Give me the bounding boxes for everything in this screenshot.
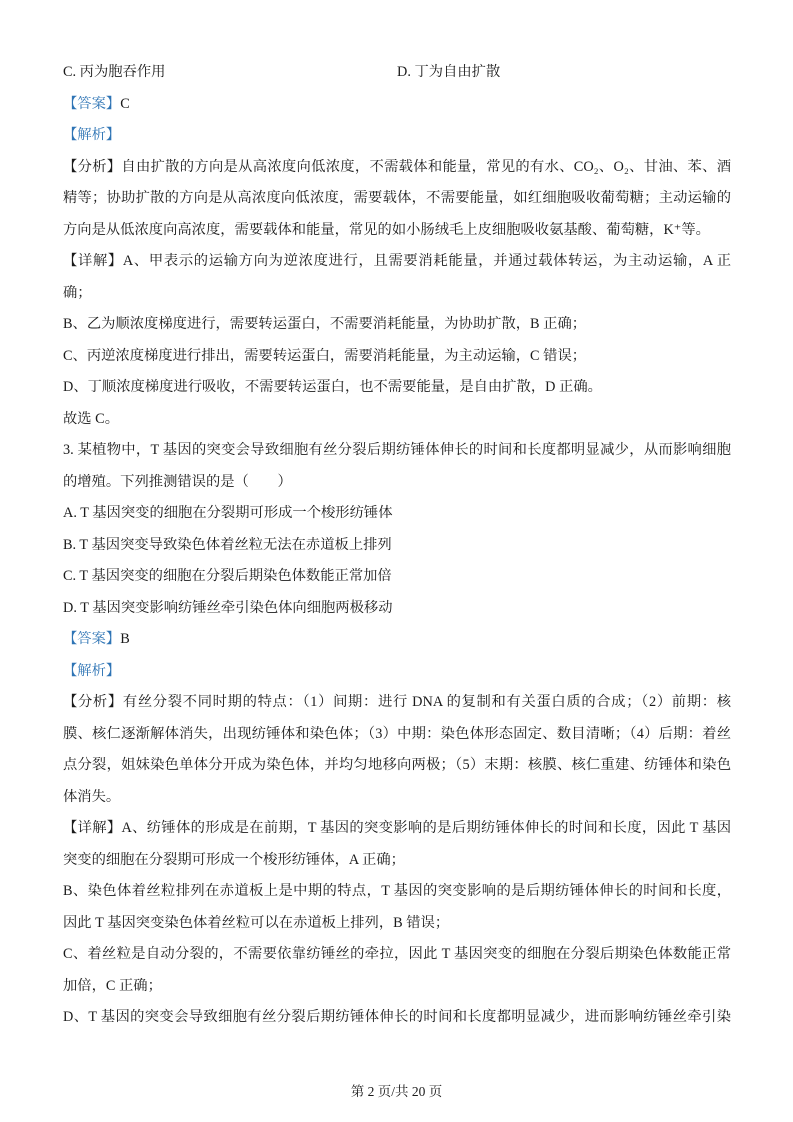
q3-analysis-line: 点分裂，姐妹染色单体分开成为染色体，并均匀地移向两极；（5）末期：核膜、核仁重建、纺锤体和染色 [63, 757, 731, 773]
q2-detail-line: B、乙为顺浓度梯度进行，需要转运蛋白，不需要消耗能量，为协助扩散，B 正确； [63, 316, 587, 332]
q3-detail-line: B、染色体着丝粒排列在赤道板上是中期的特点，T 基因的突变影响的是后期纺锤体伸长的时间和长度， [63, 883, 731, 899]
q3-jiexi-label: 【解析】 [63, 662, 121, 679]
q3-detail-line: D、T 基因的突变会导致细胞有丝分裂后期纺锤体伸长的时间和长度都明显减少，进而影响纺锤丝牵引染 [63, 1009, 731, 1025]
q2-answer-label: 【答案】 [63, 95, 121, 112]
q2-detail-line: 【详解】A、甲表示的运输方向为逆浓度进行，且需要消耗能量，并通过载体转运，为主动运输，A 正 [63, 253, 731, 269]
q2-detail-line: C、丙逆浓度梯度进行排出，需要转运蛋白，需要消耗能量，为主动运输，C 错误； [63, 347, 587, 364]
q3-answer-value: B [120, 631, 130, 647]
q2-option-row [63, 57, 731, 89]
page-number-footer: 第 2 页/共 20 页 [350, 1084, 443, 1099]
q3-option-b: B. T 基因突变导致染色体着丝粒无法在赤道板上排列 [63, 536, 392, 553]
q3-answer-line [63, 624, 731, 656]
q2-option-d: D. 丁为自由扩散 [397, 64, 501, 80]
q3-answer-label: 【答案】 [63, 631, 121, 647]
q2-analysis-line: 【分析】自由扩散的方向是从高浓度向低浓度，不需载体和能量，常见的有水、CO₂、O₂、甘油、苯、酒 [63, 158, 731, 175]
q2-option-c: C. 丙为胞吞作用 [63, 64, 166, 80]
q3-option-c: C. T 基因突变的细胞在分裂后期染色体数能正常加倍 [63, 568, 392, 584]
q3-stem-line: 3. 某植物中，T 基因的突变会导致细胞有丝分裂后期纺锤体伸长的时间和长度都明显减少，从而影响细胞 [63, 442, 731, 458]
q3-detail-line: 加倍，C 正确； [63, 977, 162, 994]
q2-conclusion-line: 故选 C。 [63, 410, 120, 427]
q3-option-a: A. T 基因突变的细胞在分裂期可形成一个梭形纺锤体 [63, 505, 393, 521]
q2-jiexi-line [63, 120, 731, 152]
q3-detail-line: 突变的细胞在分裂期可形成一个梭形纺锤体，A 正确； [63, 851, 405, 868]
q2-detail-line: D、丁顺浓度梯度进行吸收，不需要转运蛋白，也不需要能量，是自由扩散，D 正确。 [63, 379, 602, 395]
q3-jiexi-line [63, 656, 731, 688]
q3-detail-line: C、着丝粒是自动分裂的，不需要依靠纺锤丝的牵拉，因此 T 基因突变的细胞在分裂后期染色体数能正常 [63, 946, 731, 962]
q2-analysis-line: 精等；协助扩散的方向是从高浓度向低浓度，需要载体，不需要能量，如红细胞吸收葡萄糖；主动运输的 [63, 190, 731, 206]
q3-option-d: D. T 基因突变影响纺锤丝牵引染色体向细胞两极移动 [63, 599, 393, 616]
q2-answer-value: C [120, 95, 130, 112]
q3-analysis-line: 体消失。 [63, 788, 121, 805]
q3-detail-line: 【详解】A、纺锤体的形成是在前期，T 基因的突变影响的是后期纺锤体伸长的时间和长度，因此 T 基因 [63, 820, 731, 836]
q2-jiexi-label: 【解析】 [63, 127, 121, 143]
q2-detail-line: 确； [63, 284, 92, 301]
q3-stem-line: 的增殖。下列推测错误的是（ ） [63, 473, 292, 490]
q3-detail-line: 因此 T 基因突变染色体着丝粒可以在赤道板上排列，B 错误； [63, 914, 450, 931]
q2-analysis-line: 方向是从低浓度向高浓度，需要载体和能量，常见的如小肠绒毛上皮细胞吸收氨基酸、葡萄糖，K⁺等。 [63, 221, 710, 238]
q3-analysis-line: 【分析】有丝分裂不同时期的特点：（1）间期：进行 DNA 的复制和有关蛋白质的合成；（2）前期：核 [63, 694, 731, 710]
document-body [63, 57, 731, 1034]
q2-answer-line [63, 89, 731, 121]
q3-analysis-line: 膜、核仁逐渐解体消失，出现纺锤体和染色体；（3）中期：染色体形态固定、数目清晰；（4）后期：着丝 [63, 725, 731, 742]
